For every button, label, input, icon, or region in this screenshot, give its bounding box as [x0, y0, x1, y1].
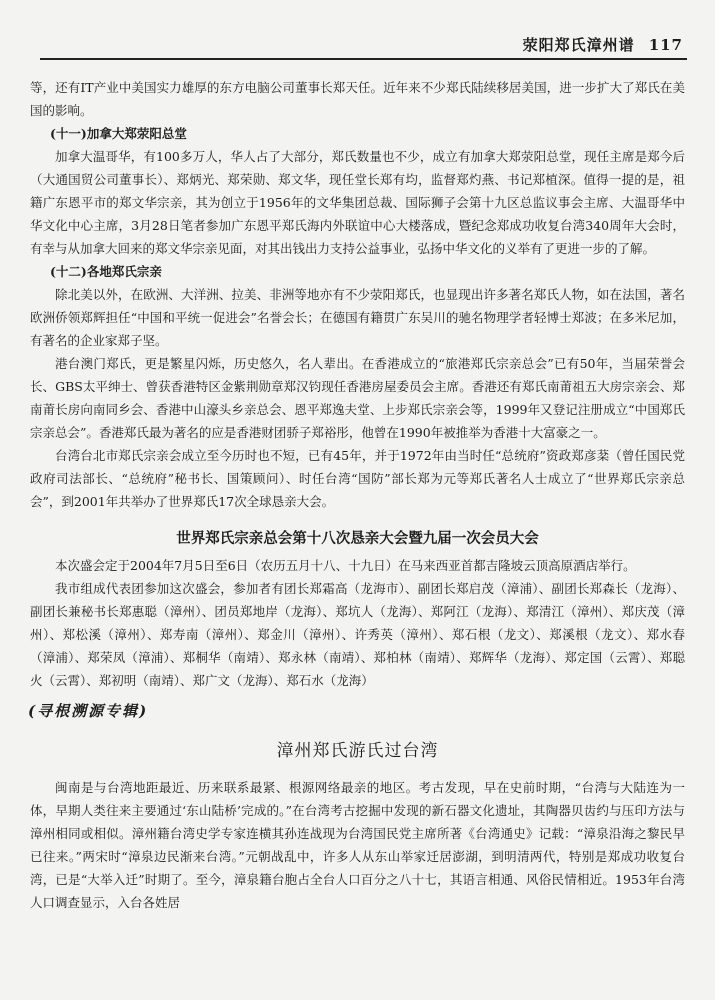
paragraph-us-continued: 等，还有IT产业中美国实力雄厚的东方电脑公司董事长郑天任。近年来不少郑氏陆续移居美国，进一步扩大了郑氏在美国的影响。 — [30, 80, 685, 118]
header-rule — [40, 58, 687, 60]
page-number: 117 — [648, 36, 683, 54]
book-title: 荥阳郑氏漳州谱 — [522, 36, 635, 54]
section-heading-canada: (十一)加拿大郑荥阳总堂 — [50, 126, 187, 141]
running-header — [523, 34, 683, 55]
event-title: 世界郑氏宗亲总会第十八次恳亲大会暨九届一次会员大会 — [176, 530, 539, 547]
section-heading-other-regions: (十二)各地郑氏宗亲 — [50, 264, 162, 279]
main-text — [30, 76, 685, 692]
article-title: 漳州郑氏游氏过台湾 — [276, 741, 439, 761]
article-text — [30, 776, 685, 914]
paragraph-event-date: 本次盛会定于2004年7月5日至6日（农历五月十八、十九日）在马来西亚首都吉隆坡云顶高原酒店举行。 — [55, 558, 636, 573]
paragraph-europe: 除北美以外，在欧洲、大洋洲、拉美、非洲等地亦有不少荥阳郑氏，也显现出许多著名郑氏人物，如在法国，著名欧洲侨领郑辉担任“中国和平统一促进会”名誉会长；在德国有籍贯广东吴川的驰名物理学者轻博士郑波；在多米尼加，有著名的企业家郑子坚。 — [30, 287, 685, 348]
paragraph-minnan-taiwan: 闽南是与台湾地距最近、历来联系最紧、根源网络最亲的地区。考古发现，早在史前时期，“台湾与大陆连为一体，早期人类往来主要通过‘东山陆桥’完成的。”在台湾考古挖掘中发现的新石器文化遗址，其陶器贝齿约与压印方法与漳州相同或相似。漳州籍台湾史学专家连横其孙连战现为台湾国民党主席所著《台湾通史》记载：“漳泉沿海之黎民早已往来。”两宋时“漳泉边民渐来台湾。”元朝战乱中，许多人从东山举家迁居澎湖，到明清两代，特别是郑成功收复台湾，已是“大举入迁”时期了。至今，漳泉籍台胞占全台人口百分之八十七，其语言相通、风俗民情相近。1953年台湾人口调查显示，入台各姓居 — [30, 780, 685, 910]
paragraph-delegation: 我市组成代表团参加这次盛会，参加者有团长郑霜高（龙海市）、副团长郑启茂（漳浦）、副团长郑森长（龙海）、副团长兼秘书长郑惠聪（漳州）、团员郑地岸（龙海）、郑坑人（龙海）、郑阿江（龙海）、郑清江（漳州）、郑庆茂（漳州）、郑松溪（漳州）、郑寿南（漳州）、郑金川（漳州）、许秀英（漳州）、郑石根（龙文）、郑溪根（龙文）、郑水春（漳浦）、郑荣凤（漳浦）、郑桐华（南靖）、郑永林（南靖）、郑柏林（南靖）、郑辉华（龙海）、郑定国（云霄）、郑聪火（云霄）、郑初明（南靖）、郑广文（龙海）、郑石水（龙海） — [30, 581, 685, 688]
column-tag: (寻根溯源专辑) — [28, 702, 149, 720]
paragraph-hongkong-macau: 港台澳门郑氏，更是繁星闪烁，历史悠久，名人辈出。在香港成立的“旅港郑氏宗亲总会”已有50年，当届荣誉会长、GBS太平绅士、曾获香港特区金紫荆勋章郑汉钧现任香港房屋委员会主席。香港还有郑氏南莆祖五大房宗亲会、郑南莆长房向南同乡会、香港中山濠头乡亲总会、恩平郑逸夫堂、上步郑氏宗亲会等，1999年又登记注册成立“中国郑氏宗亲总会”。香港郑氏最为著名的应是香港财团骄子郑裕彤，他曾在1990年被推举为香港十大富豪之一。 — [30, 356, 685, 440]
paragraph-taiwan: 台湾台北市郑氏宗亲会成立至今历时也不短，已有45年，并于1972年由当时任“总统府”资政郑彦棻（曾任国民党政府司法部长、“总统府”秘书长、国策顾问）、时任台湾“国防”部长郑为元等郑氏著名人士成立了“世界郑氏宗亲总会”，到2001年共举办了世界郑氏17次全球恳亲大会。 — [30, 448, 685, 509]
paragraph-canada: 加拿大温哥华，有100多万人，华人占了大部分，郑氏数量也不少，成立有加拿大郑荥阳总堂，现任主席是郑今后（大通国贸公司董事长）、郑炳光、郑荣勋、郑文华，现任堂长郑有均，监督郑灼燕、书记郑植深。值得一提的是，祖籍广东恩平市的郑文华宗亲，其为创立于1956年的文华集团总裁、国际狮子会第十九区总监议事会主席、大温哥华中华文化中心主席，3月28日笔者参加广东恩平郑氏海内外联谊中心大楼落成，暨纪念郑成功收复台湾340周年大会时，有幸与从加拿大回来的郑文华宗亲见面，对其出钱出力支持公益事业，弘扬中华文化的义举有了更进一步的了解。 — [30, 149, 685, 256]
